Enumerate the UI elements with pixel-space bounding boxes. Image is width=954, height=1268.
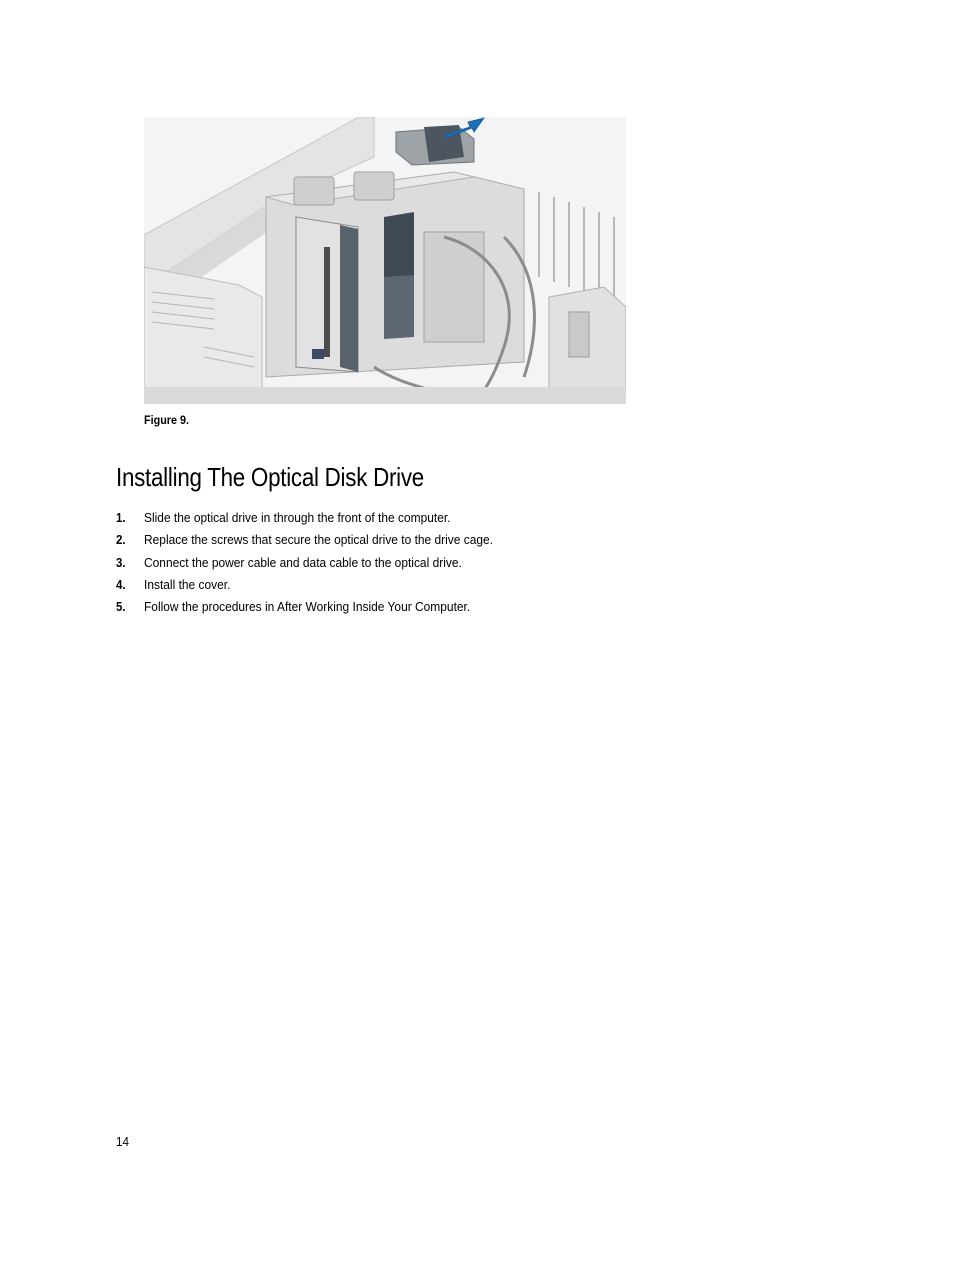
step-text: Install the cover. (144, 576, 231, 592)
figure-caption: Figure 9. (144, 413, 190, 427)
step-number: 1. (116, 510, 126, 525)
step-number: 4. (116, 576, 126, 592)
section-heading: Installing The Optical Disk Drive (116, 462, 424, 492)
step-number: 3. (116, 554, 126, 570)
step-text: Connect the power cable and data cable to the optical drive. (144, 554, 462, 570)
optical-drive-removal-figure (144, 117, 626, 404)
step-number: 2. (116, 532, 126, 548)
step-text: Slide the optical drive in through the front of the computer. (144, 510, 451, 525)
step-number: 5. (116, 599, 126, 615)
page-number: 14 (116, 1134, 130, 1149)
step-text: Follow the procedures in After Working Inside Your Computer. (144, 599, 471, 615)
step-text: Replace the screws that secure the optical drive to the drive cage. (144, 532, 494, 548)
